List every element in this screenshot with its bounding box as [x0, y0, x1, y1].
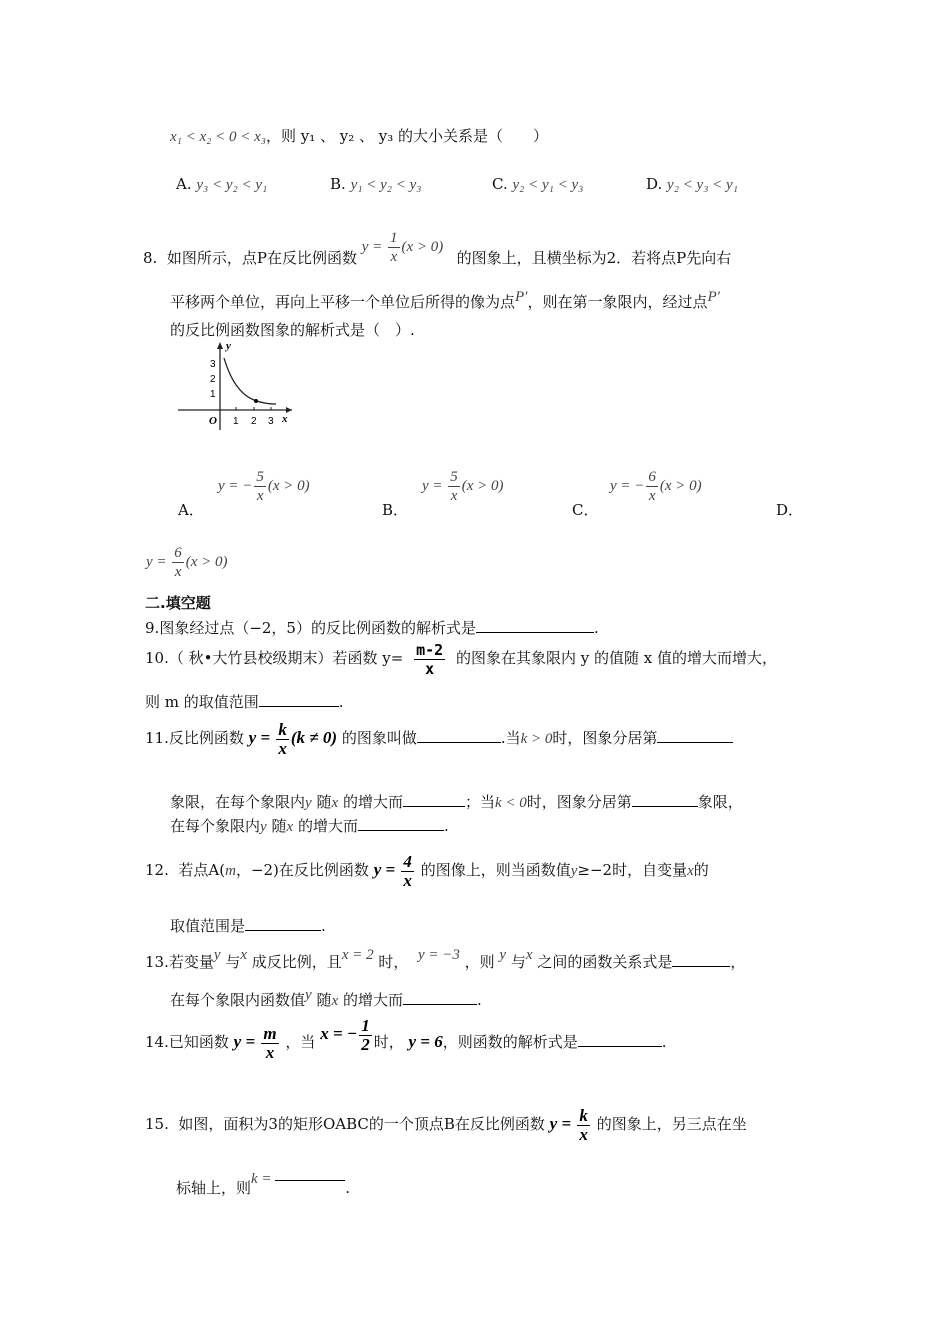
- q12-line1: 12. 若点A(m，−2)在反比例函数 y = $\frac{4}{x}$ 的图像上，则当函数值y≥−2时，自变量x的: [145, 851, 709, 890]
- q9-answer-blank: [476, 618, 594, 633]
- section-title: 二.填空题: [145, 594, 211, 612]
- q12-line2: 取值范围是 .: [170, 917, 326, 935]
- q10-line1: 10.（ 秋•大竹县校级期末）若函数 y= $\frac{m-2}{x}$ 的图象在其象限内 y 的值随 x 值的增大而增大，: [145, 640, 777, 678]
- q7-option-c: C. y₂ < y₁ < y₃: [492, 175, 584, 193]
- q10-line2: 则 m 的取值范围 .: [145, 693, 344, 711]
- point-p: [254, 399, 258, 403]
- q7-stem: x₁ < x₂ < 0 < x₃，则 y₁ 、 y₂ 、 y₃ 的大小关系是（ ）: [170, 127, 549, 145]
- graph-origin: O: [209, 415, 217, 427]
- graph-x-tick: 3: [268, 416, 274, 427]
- q11-blank-1: [417, 728, 501, 743]
- q11-line2: 象限，在每个象限内y 随x 的增大而 ；当k < 0时，图象分居第 象限，: [170, 793, 743, 811]
- graph-y-label: y: [226, 340, 231, 352]
- q8-option-d-label: D．: [776, 501, 804, 519]
- q10-answer-blank: [259, 692, 339, 707]
- q8-line1: 8. 如图所示，点P在反比例函数 y = $\frac{1}{x}$ (x > 0) 的图象上，且横坐标为2．若将点P先向右: [143, 230, 732, 267]
- q15-function: y = $\frac{k}{x}$: [549, 1105, 588, 1144]
- q8-line3: 的反比例函数图象的解析式是（ ）.: [170, 321, 415, 339]
- q8-option-c-label: C．: [572, 501, 599, 519]
- q14-x-value: x = − $\frac{1}{2}$: [320, 1015, 370, 1054]
- graph-x-tick: 1: [233, 416, 239, 427]
- q13-line1: 13.若变量y 与x 成反比例，且x = 2 时， y = −3 ，则 y 与x 之间的函数关系式是 ，: [145, 947, 746, 971]
- q12-function: y = $\frac{4}{x}$: [373, 851, 412, 890]
- q10-fraction: $\frac{m-2}{x}$: [416, 640, 444, 678]
- q13-blank-2: [403, 990, 477, 1005]
- q14-answer-blank: [578, 1032, 662, 1047]
- q7-condition: x₁ < x₂ < 0 < x₃: [170, 129, 266, 145]
- q8-option-a-label: A．: [178, 501, 204, 519]
- hyperbola-curve: [224, 358, 276, 404]
- q11-line3: 在每个象限内y 随x 的增大而 .: [170, 817, 449, 835]
- graph-y-tick: 3: [210, 359, 216, 370]
- q11-blank-2: [657, 728, 733, 743]
- q8-number: 8.: [143, 249, 158, 267]
- graph-x-label: x: [282, 413, 288, 425]
- q14: 14.已知函数 y = $\frac{m}{x}$ ，当 x = − $\frac{1}{2}$ 时， y = 6，则函数的解析式是 .: [145, 1015, 667, 1062]
- q8-graph: [176, 340, 296, 432]
- q13-blank-1: [672, 952, 730, 967]
- q11-line1: 11.反比例函数 y = $\frac{k}{x}$ (k ≠ 0) 的图象叫做 .当k > 0时，图象分居第: [145, 716, 733, 761]
- q11-function: y = $\frac{k}{x}$ (k ≠ 0): [248, 719, 338, 758]
- y-axis-arrow: [217, 342, 223, 349]
- q12-answer-blank: [245, 916, 321, 931]
- q11-blank-4: [632, 792, 698, 807]
- q8-option-d: y = $\frac{6}{x}$ (x > 0): [146, 545, 228, 580]
- q8-option-b: y = $\frac{5}{x}$ (x > 0): [422, 469, 504, 504]
- q9: 9.图象经过点（−2，5）的反比例函数的解析式是 .: [145, 619, 599, 637]
- q7-option-b: B. y₁ < y₂ < y₃: [330, 175, 422, 193]
- graph-y-tick: 2: [210, 374, 216, 385]
- q7-option-a: A. y₃ < y₂ < y₁: [176, 175, 268, 193]
- q11-blank-3: [403, 792, 465, 807]
- q15-answer-blank: [275, 1166, 345, 1181]
- q8-option-c: y = − $\frac{6}{x}$ (x > 0): [610, 469, 702, 504]
- graph-y-tick: 1: [210, 389, 216, 400]
- graph-x-tick: 2: [251, 416, 257, 427]
- q13-line2: 在每个象限内函数值y 随x 的增大而 .: [170, 987, 482, 1009]
- q8-option-a: y = − $\frac{5}{x}$ (x > 0): [218, 469, 310, 504]
- q15-line1: 15. 如图，面积为3的矩形OABC的一个顶点B在反比例函数 y = $\frac{k}{x}$ 的图象上，另三点在坐: [145, 1105, 747, 1144]
- q14-function: y = $\frac{m}{x}$: [233, 1023, 277, 1062]
- q8-function: y = $\frac{1}{x}$ (x > 0): [361, 230, 444, 266]
- q15-line2: 标轴上，则k = .: [176, 1178, 350, 1199]
- q8-line2: 平移两个单位，再向上平移一个单位后所得的像为点P′，则在第一象限内，经过点P′: [170, 289, 720, 311]
- q8-option-b-label: B．: [382, 501, 409, 519]
- q7-option-d: D. y₂ < y₃ < y₁: [646, 175, 738, 193]
- q11-blank-5: [358, 816, 444, 831]
